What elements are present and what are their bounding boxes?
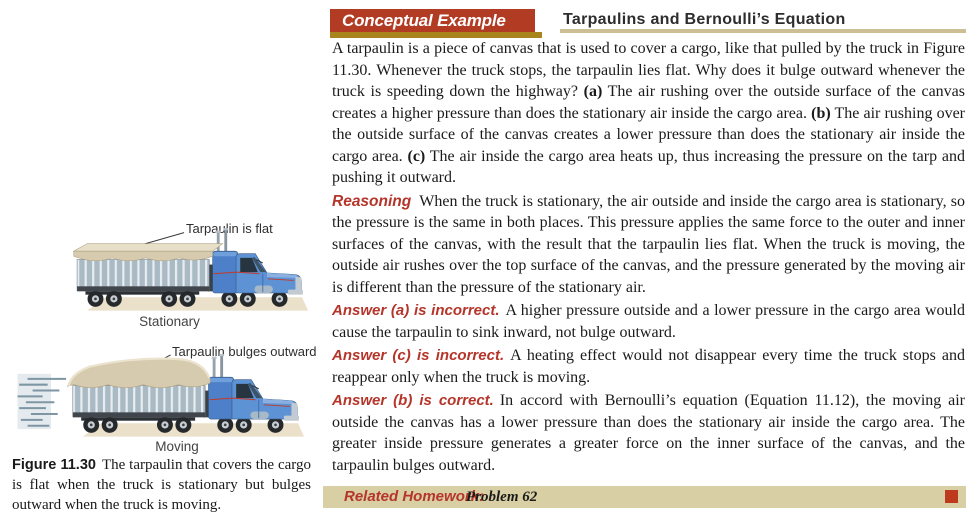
related-homework-bar [323,486,966,508]
motion-lines [18,374,67,429]
flat-tarpaulin [74,244,223,261]
stationary-label: Stationary [139,314,200,329]
answer-b-text: In accord with Bernoulli’s equation (Equation 11.12), the moving air outside the canvas has a lower pressure than does the stationary air inside the cargo area. The greater inside pressure generates a greater force on the inner surface of the canvas, and the tarpaulin bulges outward. [332,392,965,474]
answer-b-paragraph [332,390,965,476]
tan-underline [560,29,966,33]
example-body [332,38,965,478]
bulging-tarpaulin [68,359,210,388]
related-homework-value: Problem 62 [466,489,538,505]
moving-label: Moving [155,439,199,454]
stationary-truck-illustration [57,226,308,314]
option-b-text: The air rushing over the outside surface of the canvas creates a lower pressure than does the stationary air inside the cargo area. [332,104,966,165]
related-homework-label: Related Homework: [344,488,485,505]
option-c-marker: (c) [407,147,426,165]
example-title: Tarpaulins and Bernoulli’s Equation [563,11,846,28]
moving-truck-illustration [15,352,304,440]
answer-a-label: Answer (a) is incorrect. [332,302,500,319]
option-b-marker: (b) [811,104,831,122]
option-a-marker: (a) [583,83,603,100]
option-c-text: The air inside the cargo area heats up, thus increasing the pressure on the tarp and pushing it outward. [332,147,966,186]
problem-statement [332,38,965,189]
reasoning-text: When the truck is stationary, the air outside and inside the cargo area is stationary, so the pressure is the same in both places. This pressure applies the same force to the outer and inner surfaces of the canvas, with the result that the tarpaulin lies flat. When the truck is moving, the outside air rushes over the top surface of the canvas, and the pressure generated by the moving air is different than the pressure of the stationary air. [332,192,965,296]
figure-11-30 [0,0,322,524]
annotation-tarpaulin-flat: Tarpaulin is flat [186,221,273,236]
answer-c-label: Answer (c) is incorrect. [332,347,505,364]
annotation-tarpaulin-bulges: Tarpaulin bulges outward [172,344,317,359]
answer-c-text: A heating effect would not disappear every time the truck stops and reappear only when the truck is moving. [332,347,965,386]
figure-caption-text: The tarpaulin that covers the cargo is flat when the truck is stationary but bulges outward when the truck is moving. [12,457,311,513]
conceptual-example-badge: Conceptual Example [330,9,535,32]
option-a-text: The air rushing over the outside surface of the canvas creates a higher pressure than does the stationary air inside the cargo area. [332,83,966,122]
problem-intro: A tarpaulin is a piece of canvas that is used to cover a cargo, like that pulled by the truck in Figure 11.30. Whenever the truck stops, the tarpaulin lies flat. Why does it bulge outward whenever the truck is speeding down the highway? [332,40,965,100]
answer-a-text: A higher pressure outside and a lower pressure in the cargo area would cause the tarpaulin to sink inward, not bulge outward. [332,302,965,341]
answer-b-label: Answer (b) is correct. [332,392,494,409]
figure-caption [12,455,311,515]
reasoning-paragraph [332,191,965,299]
figure-caption-number: Figure 11.30 [12,457,96,473]
end-of-example-marker-icon [945,490,958,503]
example-column [331,0,966,524]
answer-a-paragraph [332,300,965,343]
reasoning-label: Reasoning [332,192,412,210]
answer-c-paragraph [332,345,965,388]
